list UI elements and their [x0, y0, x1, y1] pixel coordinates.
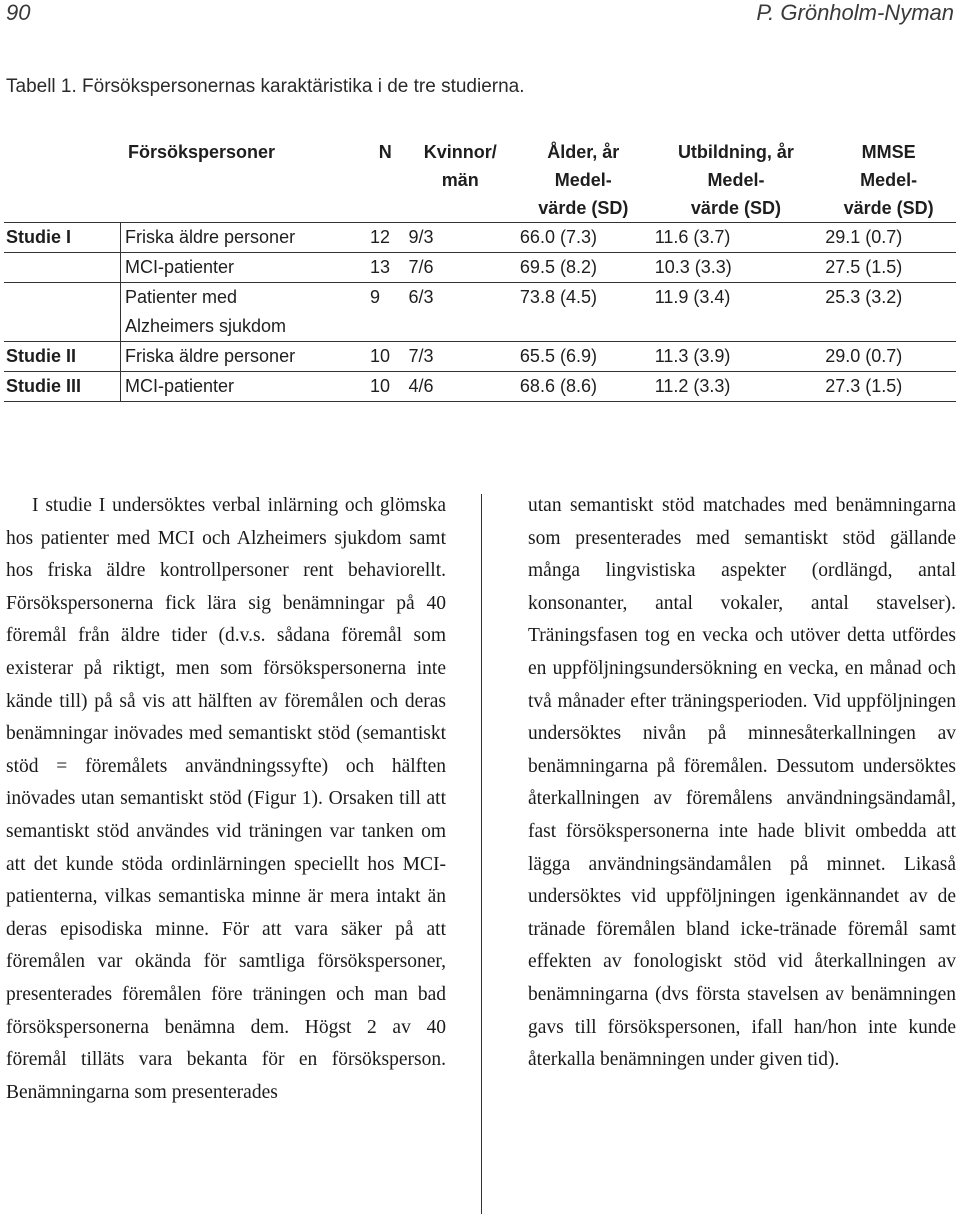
- col-header-mmse-line1: MMSE: [861, 142, 916, 162]
- age-cell: 66.0 (7.3): [516, 223, 651, 253]
- table-row: [4, 283, 956, 313]
- education-cell: 11.9 (3.4): [654, 287, 731, 307]
- n-cell: [366, 312, 405, 342]
- group-cell: MCI-patienter: [121, 253, 367, 283]
- mmse-cell: 29.0 (0.7): [821, 342, 956, 372]
- col-header-mmse-line3: värde (SD): [843, 198, 934, 218]
- col-header-n-label: N: [378, 142, 392, 162]
- education-cell: 11.3 (3.9): [651, 342, 821, 372]
- col-header-age-line2: Medel-: [554, 170, 612, 190]
- n-cell: 9: [370, 287, 381, 307]
- education-cell: 11.6 (3.7): [651, 223, 821, 253]
- study-label: Studie III: [4, 372, 121, 402]
- gender-cell: 4/6: [405, 372, 516, 402]
- col-header-age-line1: Ålder, år: [547, 142, 620, 162]
- table-caption: Tabell 1. Försökspersonernas karaktäristika i de tre studierna.: [6, 76, 525, 97]
- mmse-cell: 27.5 (1.5): [821, 253, 956, 283]
- gender-cell: 7/6: [405, 253, 516, 283]
- table-row: [4, 253, 956, 283]
- group-cell: Alzheimers sjukdom: [121, 312, 367, 342]
- age-cell: 68.6 (8.6): [516, 372, 651, 402]
- gender-cell: [405, 312, 516, 342]
- n-cell: 13: [366, 253, 405, 283]
- age-cell: [516, 312, 651, 342]
- col-header-age: [516, 138, 651, 223]
- col-header-subjects: [4, 138, 366, 223]
- table-row: [4, 312, 956, 342]
- table-row: [4, 223, 956, 253]
- group-cell: Friska äldre personer: [121, 223, 367, 253]
- col-header-education-line2: Medel-: [707, 170, 765, 190]
- study-label: [4, 312, 121, 342]
- col-header-mmse-line2: Medel-: [860, 170, 918, 190]
- col-header-education: [651, 138, 821, 223]
- study-label: [4, 253, 121, 283]
- col-header-mmse: [821, 138, 956, 223]
- mmse-cell: [821, 312, 956, 342]
- education-cell: [651, 312, 821, 342]
- body-text-right-column: [528, 490, 956, 1077]
- body-text-left-column: [6, 490, 446, 1109]
- age-cell: 73.8 (4.5): [519, 287, 597, 307]
- age-cell: 65.5 (6.9): [516, 342, 651, 372]
- study-label: Studie II: [4, 342, 121, 372]
- education-cell: 11.2 (3.3): [651, 372, 821, 402]
- gender-cell: 6/3: [408, 287, 434, 307]
- subjects-table: [4, 138, 956, 402]
- body-paragraph: utan semantiskt stöd matchades med benämningarna som presenterades med semantiskt stöd gällande många lingvistiska aspekter (ordlängd, antal konsonanter, antal vokaler, antal stavelser). Träningsfasen tog en vecka och utöver detta utfördes en uppföljningsundersökning en vecka, en månad och två månader efter träningsperioden. Vid uppföljningen undersöktes nivån på minnesåterkallningen av benämningarna på föremålen. Dessutom undersöktes återkallningen av föremålens användningsändamål, fast försökspersonerna inte hade blivit ombedda att lägga användningsändamålen på minnet. Likaså undersöktes vid uppföljningen igenkännandet av de tränade föremålen bland icke-tränade föremål samt effekten av fonologiskt stöd vid återkallningen av benämningarna (dvs första stavelsen av benämningen gavs till försökspersonen, ifall han/hon inte kunde återkalla benämningen under given tid).: [528, 495, 956, 1071]
- col-header-gender-line1: Kvinnor/: [423, 142, 497, 162]
- mmse-cell: 29.1 (0.7): [821, 223, 956, 253]
- running-author: P. Grönholm-Nyman: [756, 0, 954, 25]
- gender-cell: 9/3: [405, 223, 516, 253]
- running-header: [0, 0, 960, 30]
- col-header-n: [366, 138, 405, 223]
- col-header-age-line3: värde (SD): [538, 198, 629, 218]
- n-cell: 12: [366, 223, 405, 253]
- body-paragraph: I studie I undersöktes verbal inlärning och glömska hos patienter med MCI och Alzheimers sjukdom samt hos friska äldre kontrollpersoner rent behaviorellt. Försökspersonerna fick lära sig benämningar på 40 föremål från äldre tider (d.v.s. sådana föremål som existerar på riktigt, men som försökspersonerna inte kände till) på så vis att hälften av föremålen och deras benämningar inövades med semantiskt stöd (semantiskt stöd = föremålets användningssyfte) och hälften inövades utan semantiskt stöd (Figur 1). Orsaken till att semantiskt stöd användes vid träningen var tanken om att det kunde stöda ordinlärningen speciellt hos MCI-patienterna, vilkas semantiska minne är mera intakt än deras episodiska minne. För att vara säker på att föremålen var okända för samtliga försökspersoner, presenterades föremålen före träningen och man bad försökspersonerna benämna dem. Högst 2 av 40 föremål tilläts vara bekanta för en försöksperson. Benämningarna som presenterades: [6, 495, 446, 1103]
- table-row: [4, 342, 956, 372]
- column-divider: [481, 494, 482, 1214]
- col-header-education-line3: värde (SD): [690, 198, 781, 218]
- study-label: [4, 283, 121, 313]
- table-header-row: [4, 138, 956, 223]
- education-cell: 10.3 (3.3): [651, 253, 821, 283]
- gender-cell: 7/3: [405, 342, 516, 372]
- col-header-subjects-label: Försökspersoner: [128, 142, 276, 162]
- col-header-education-line1: Utbildning, år: [677, 142, 794, 162]
- n-cell: 10: [366, 342, 405, 372]
- n-cell: 10: [366, 372, 405, 402]
- group-cell: Friska äldre personer: [121, 342, 367, 372]
- group-cell: Patienter med: [125, 287, 238, 307]
- age-cell: 69.5 (8.2): [516, 253, 651, 283]
- col-header-gender-line2: män: [441, 170, 479, 190]
- table-row: [4, 372, 956, 402]
- mmse-cell: 27.3 (1.5): [821, 372, 956, 402]
- col-header-gender: [405, 138, 516, 223]
- page-number: 90: [6, 0, 31, 25]
- group-cell: MCI-patienter: [121, 372, 367, 402]
- mmse-cell: 25.3 (3.2): [825, 287, 903, 307]
- study-label: Studie I: [4, 223, 121, 253]
